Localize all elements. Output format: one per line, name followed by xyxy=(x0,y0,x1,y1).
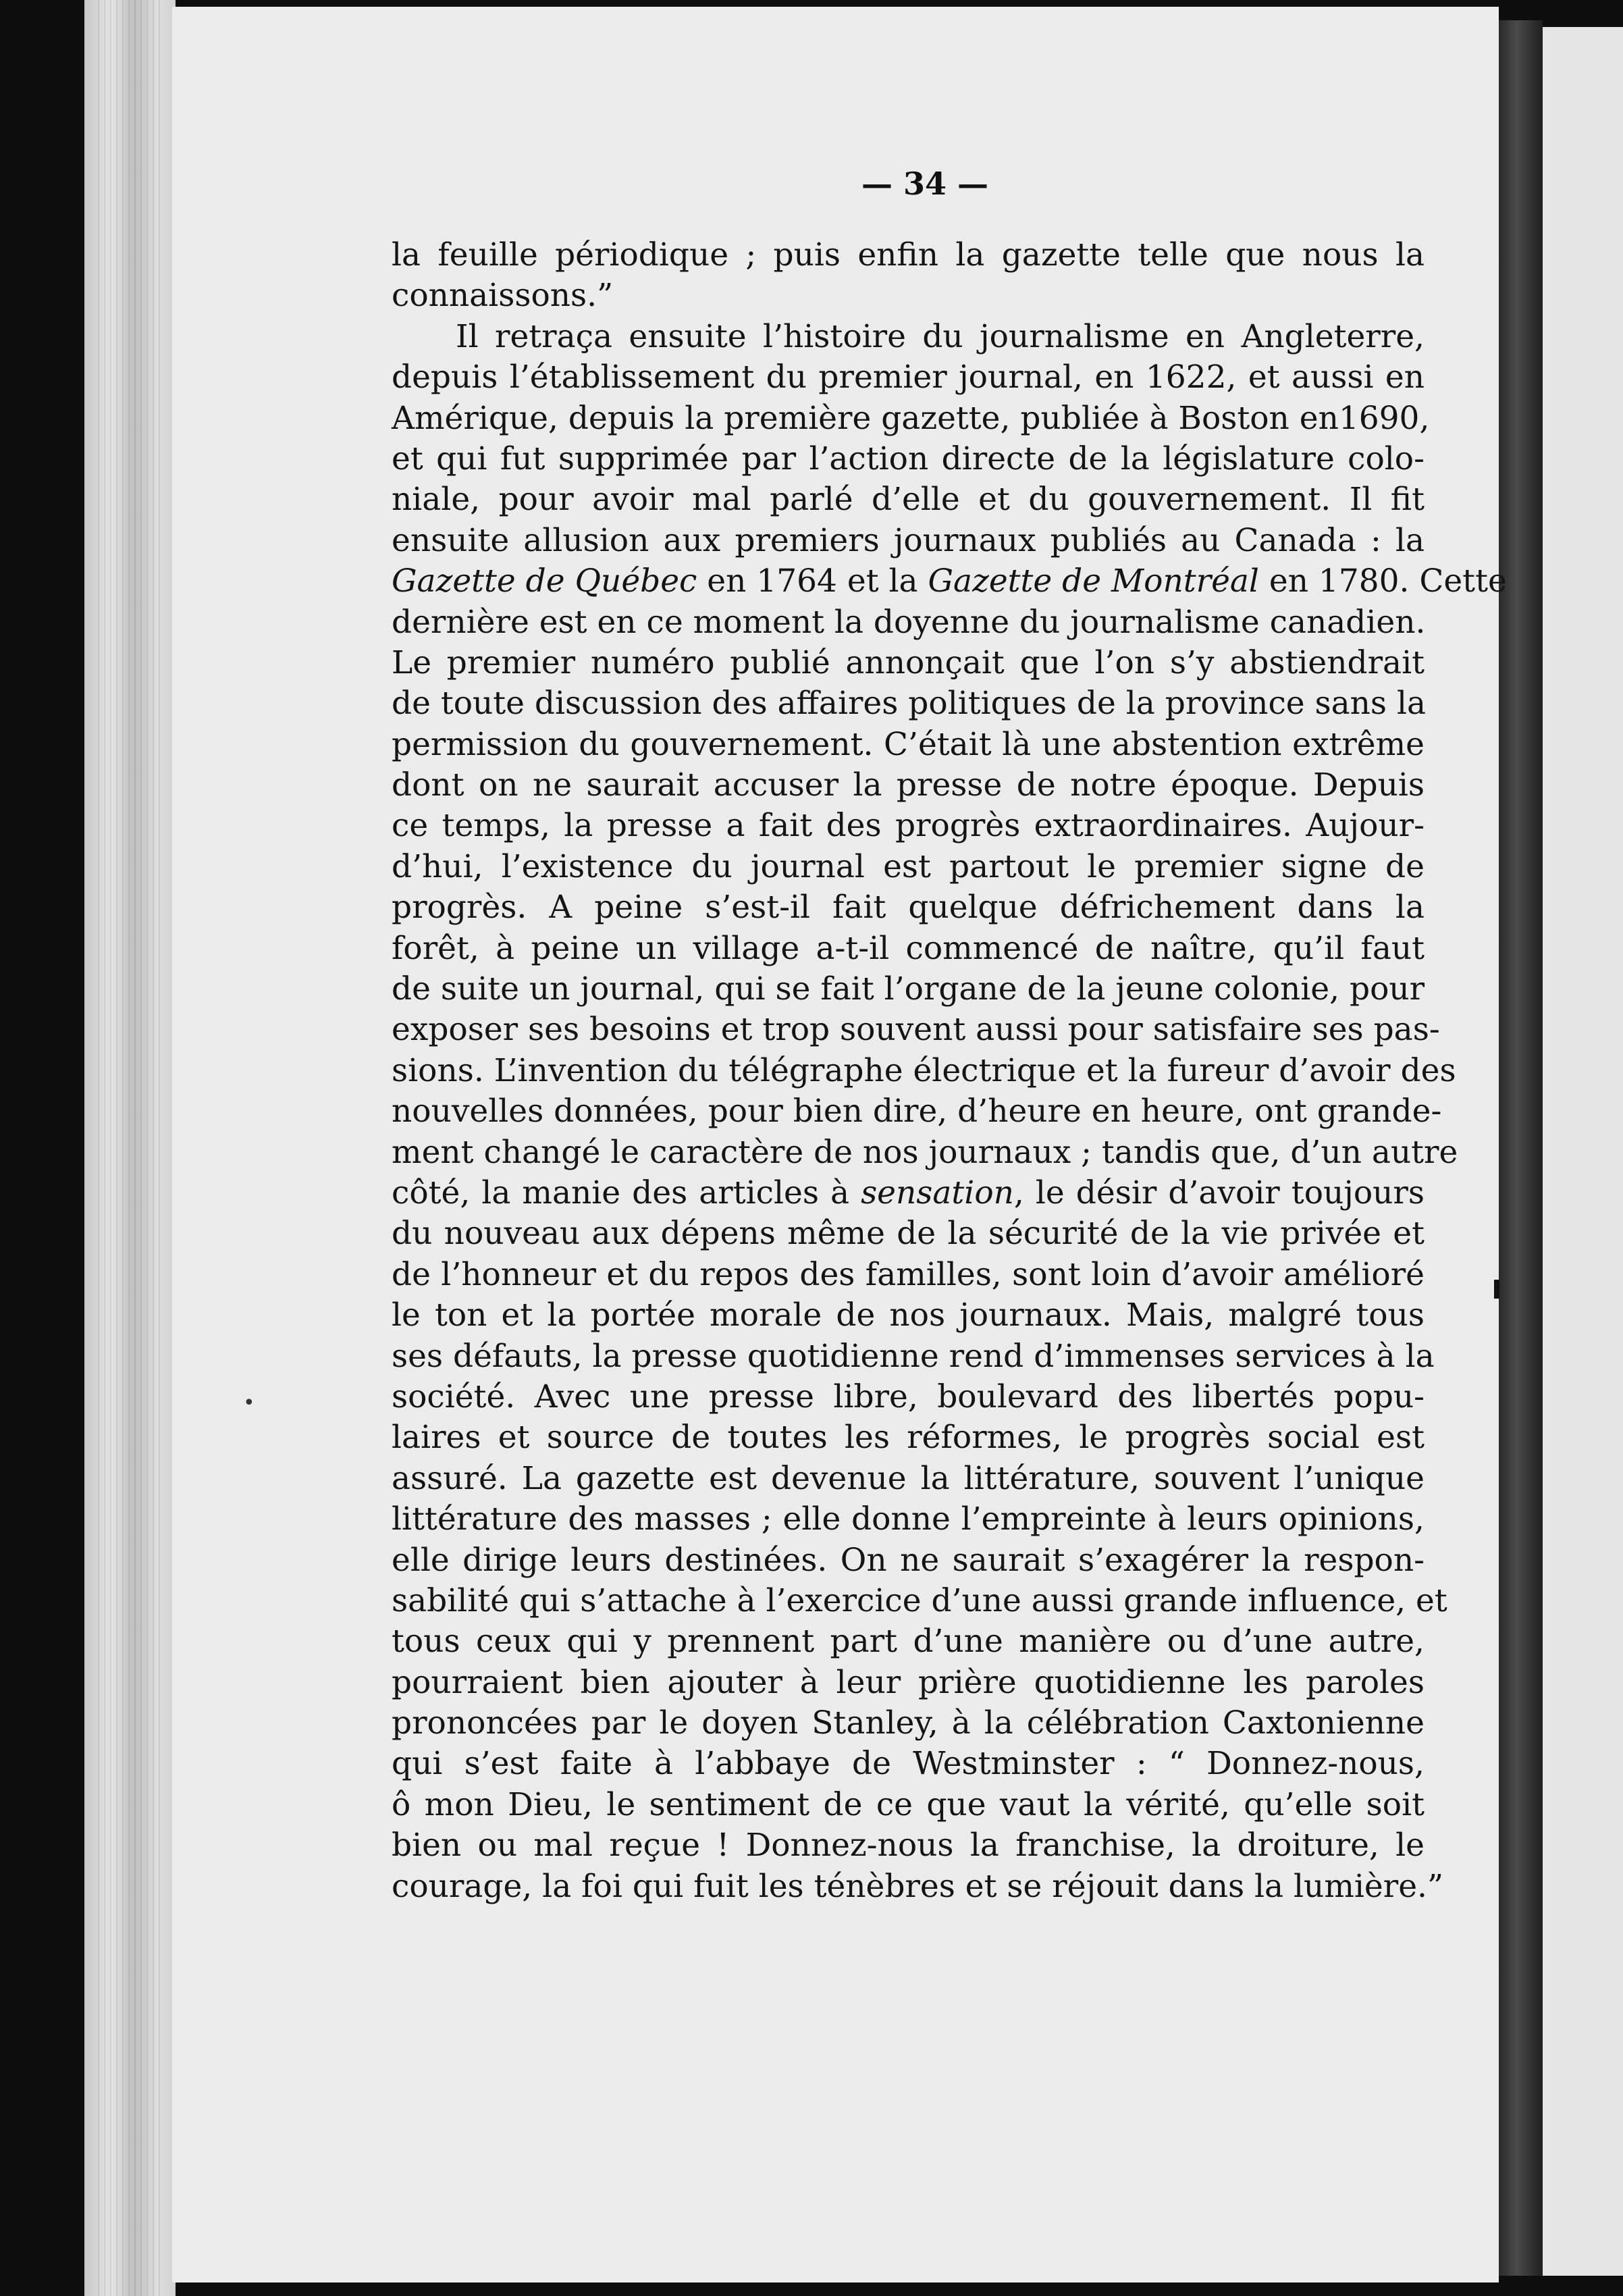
text-line: la feuille périodique ; puis enfin la gazette telle que nous la xyxy=(392,236,1425,273)
text-fragment: , le désir d’avoir toujours xyxy=(1013,1174,1425,1211)
text-line: progrès. A peine s’est-il fait quelque défrichement dans la xyxy=(392,889,1425,927)
text-line: d’hui, l’existence du journal est partout le premier signe de xyxy=(392,847,1425,885)
text-line: Le premier numéro publié annonçait que l’on s’y abstiendrait xyxy=(392,644,1425,681)
text-line: prononcées par le doyen Stanley, à la célébration Caxtonienne xyxy=(392,1704,1425,1742)
text-line: laires et source de toutes les réformes, le progrès social est xyxy=(392,1419,1425,1457)
italic-title: Gazette de Québec xyxy=(392,563,697,600)
text-line: littérature des masses ; elle donne l’empreinte à leurs opinions, xyxy=(392,1501,1425,1538)
text-line: exposer ses besoins et trop souvent aussi pour satisfaire ses pas- xyxy=(392,1011,1440,1049)
text-fragment: côté, la manie des articles à xyxy=(392,1174,861,1211)
text-line: de toute discussion des affaires politiques de la province sans la xyxy=(392,685,1427,723)
text-line: permission du gouvernement. C’était là une abstention extrême xyxy=(392,725,1425,763)
text-line: assuré. La gazette est devenue la littérature, souvent l’unique xyxy=(392,1459,1425,1497)
text-line: connaissons.” xyxy=(392,277,614,315)
text-line: Amérique, depuis la première gazette, publiée à Boston en1690, xyxy=(392,399,1430,437)
text-line: de suite un journal, qui se fait l’organe de la jeune colonie, pour xyxy=(392,970,1425,1008)
italic-title: Gazette de Montréal xyxy=(928,563,1259,600)
ink-speck: • xyxy=(243,1391,255,1415)
text-line: Il retraça ensuite l’histoire du journalisme en Angleterre, xyxy=(456,317,1425,355)
text-line: de l’honneur et du repos des familles, sont loin d’avoir amélioré xyxy=(392,1255,1425,1293)
text-line: le ton et la portée morale de nos journaux. Mais, malgré tous xyxy=(392,1297,1425,1334)
text-line: tous ceux qui y prennent part d’une manière ou d’une autre, xyxy=(392,1623,1425,1661)
text-line: et qui fut supprimée par l’action directe de la législature colo- xyxy=(392,440,1425,477)
text-line xyxy=(392,561,1507,602)
text-line: du nouveau aux dépens même de la sécurité de la vie privée et xyxy=(392,1215,1425,1253)
page-edge-lines xyxy=(98,0,162,2296)
text-fragment: en 1764 et la xyxy=(697,563,928,600)
text-line: ensuite allusion aux premiers journaux publiés au Canada : la xyxy=(392,521,1425,559)
text-line: ô mon Dieu, le sentiment de ce que vaut la vérité, qu’elle soit xyxy=(392,1785,1425,1823)
page-number: — 34 — xyxy=(861,165,989,202)
text-line: nouvelles données, pour bien dire, d’heure en heure, ont grande- xyxy=(392,1093,1442,1130)
text-line: dont on ne saurait accuser la presse de notre époque. Depuis xyxy=(392,766,1425,804)
text-line: elle dirige leurs destinées. On ne saurait s’exagérer la respon- xyxy=(392,1541,1425,1579)
text-line: société. Avec une presse libre, boulevard des libertés popu- xyxy=(392,1378,1425,1415)
text-line: niale, pour avoir mal parlé d’elle et du gouvernement. Il fit xyxy=(392,481,1425,519)
text-line: ce temps, la presse a fait des progrès extraordinaires. Aujour- xyxy=(392,807,1425,845)
text-line: depuis l’établissement du premier journal, en 1622, et aussi en xyxy=(392,359,1425,396)
text-line: ses défauts, la presse quotidienne rend d’immenses services à la xyxy=(392,1337,1435,1375)
text-fragment: en 1780. Cette xyxy=(1258,563,1507,600)
italic-word: sensation xyxy=(861,1174,1014,1211)
text-line: courage, la foi qui fuit les ténèbres et se réjouit dans la lumière.” xyxy=(392,1867,1443,1905)
text-line: bien ou mal reçue ! Donnez-nous la franchise, la droiture, le xyxy=(392,1827,1425,1864)
text-line: sabilité qui s’attache à l’exercice d’une aussi grande influence, et xyxy=(392,1582,1447,1619)
text-line xyxy=(392,1173,1425,1214)
text-line: forêt, à peine un village a-t-il commencé de naître, qu’il faut xyxy=(392,929,1425,967)
text-line: pourraient bien ajouter à leur prière quotidienne les paroles xyxy=(392,1663,1425,1701)
adjacent-page xyxy=(1543,27,1623,2276)
text-line: ment changé le caractère de nos journaux ; tandis que, d’un autre xyxy=(392,1133,1458,1171)
text-line: dernière est en ce moment la doyenne du journalisme canadien. xyxy=(392,603,1426,641)
text-line: qui s’est faite à l’abbaye de Westminster : “ Donnez-nous, xyxy=(392,1745,1425,1783)
body-text xyxy=(392,235,1507,1907)
text-line: sions. L’invention du télégraphe électrique et la fureur d’avoir des xyxy=(392,1051,1456,1089)
margin-mark xyxy=(1494,1280,1499,1299)
book-gutter-shadow xyxy=(1499,20,1543,2276)
